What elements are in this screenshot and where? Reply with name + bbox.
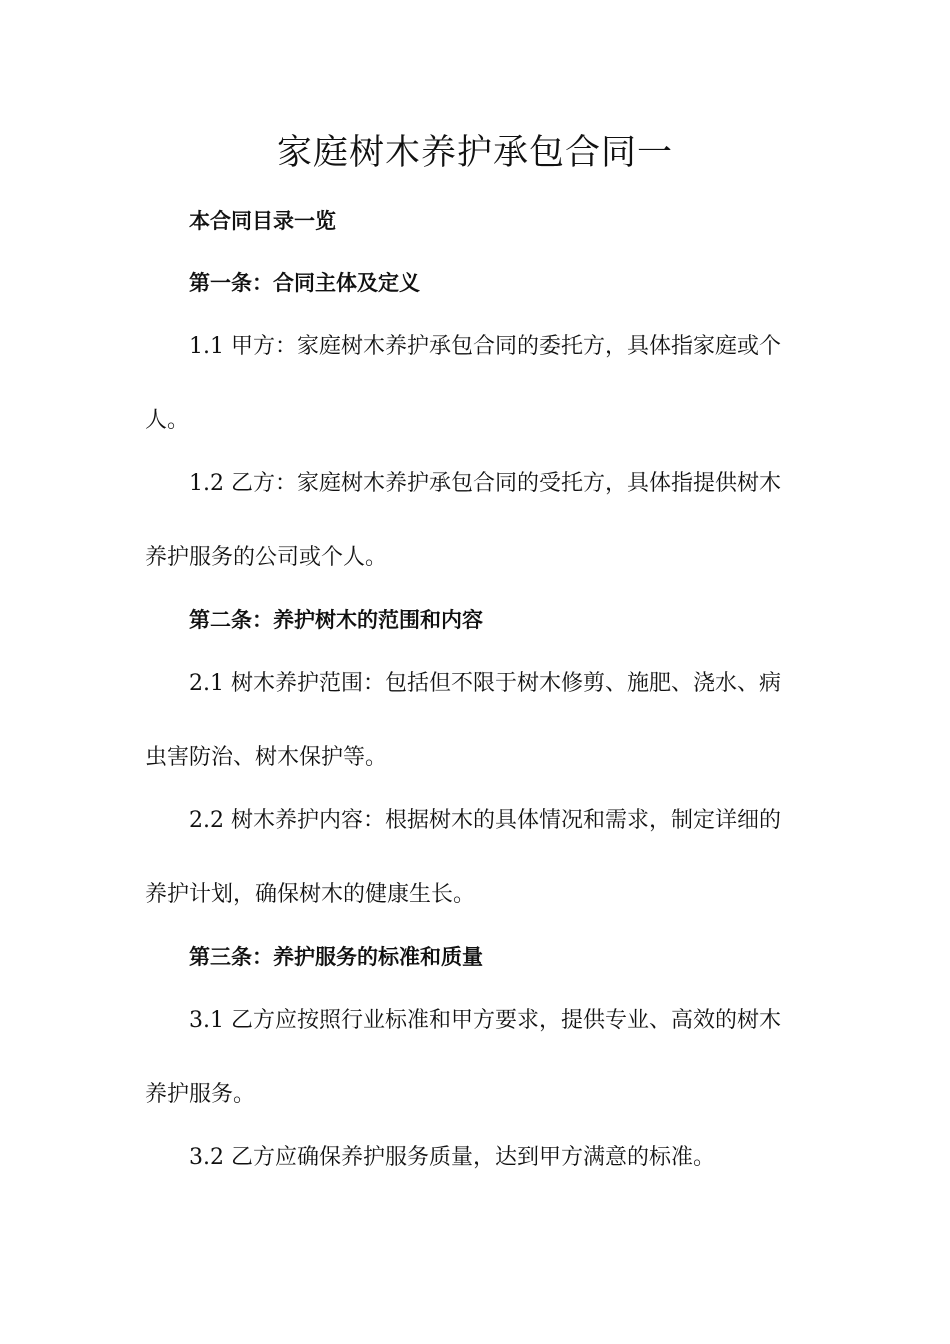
clause-3-1-line2: 养护服务。 bbox=[145, 1082, 256, 1107]
clause-1-1-line2: 人。 bbox=[145, 408, 190, 433]
toc-heading: 本合同目录一览 bbox=[189, 209, 336, 233]
clause-2-2-line2: 养护计划，确保树木的健康生长。 bbox=[145, 882, 476, 907]
clause-1-2-line1: 1.2 乙方：家庭树木养护承包合同的受托方，具体指提供树木 bbox=[189, 471, 781, 496]
clause-2-1-line1: 2.1 树木养护范围：包括但不限于树木修剪、施肥、浇水、病 bbox=[189, 671, 781, 696]
clause-2-2-line1: 2.2 树木养护内容：根据树木的具体情况和需求，制定详细的 bbox=[189, 808, 781, 833]
clause-1-2-line2: 养护服务的公司或个人。 bbox=[145, 545, 388, 570]
clause-3-2-line1: 3.2 乙方应确保养护服务质量，达到甲方满意的标准。 bbox=[189, 1145, 715, 1170]
section-heading-3: 第三条：养护服务的标准和质量 bbox=[189, 945, 483, 969]
clause-3-1-line1: 3.1 乙方应按照行业标准和甲方要求，提供专业、高效的树木 bbox=[189, 1008, 781, 1033]
document-title: 家庭树木养护承包合同一 bbox=[276, 133, 673, 173]
clause-1-1-line1: 1.1 甲方：家庭树木养护承包合同的委托方，具体指家庭或个 bbox=[189, 334, 781, 359]
clause-2-1-line2: 虫害防治、树木保护等。 bbox=[145, 745, 388, 770]
section-heading-2: 第二条：养护树木的范围和内容 bbox=[189, 608, 483, 632]
section-heading-1: 第一条：合同主体及定义 bbox=[189, 271, 420, 295]
